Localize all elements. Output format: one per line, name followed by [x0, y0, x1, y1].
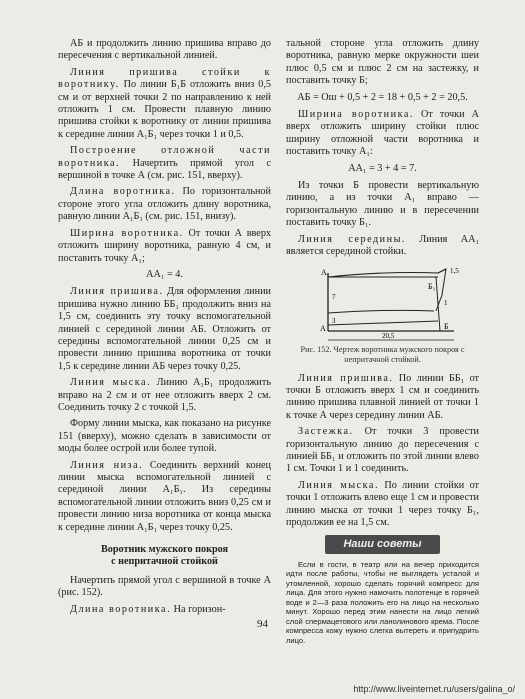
- paragraph: Из точки Б провести вертикальную линию, а из точки А₁ вправо — горизонтальную линию и в пересечении поставить точку Б₁.: [286, 180, 479, 229]
- formula: АА₁ = 3 + 4 = 7.: [348, 162, 417, 174]
- paragraph-lead: Застежка.: [298, 426, 354, 438]
- paragraph-text: Линия АА₁ является серединой стойки.: [286, 233, 479, 258]
- paragraph: тальной стороне угла отложить длину воротника, равную мерке окружности шеи плюс 0,5 см и плюс 2 см на застежку, и поставить точку Б;: [286, 38, 479, 87]
- formula: АБ = Ош + 0,5 + 2 = 18 + 0,5 + 2 = 20,5.: [297, 91, 468, 103]
- paragraph-lead: Линия пришива.: [298, 372, 394, 384]
- figure-caption: Рис. 152. Чертеж воротника мужского покроя с непритачной стойкой.: [300, 344, 465, 364]
- neckline-curve: [328, 310, 434, 313]
- paragraph: [286, 373, 479, 423]
- paragraph: [286, 109, 479, 159]
- collar-drawing: [286, 265, 479, 343]
- label-1-5: 1,5: [450, 266, 459, 275]
- paragraph-lead: Ширина воротника.: [298, 109, 414, 121]
- formula: АА₁ = 4.: [146, 268, 183, 280]
- paragraph: [58, 460, 271, 534]
- section-heading: [58, 544, 271, 569]
- stand-line-curve: [328, 321, 438, 325]
- paragraph-text: Начертить прямой угол с вершиной в точке А (см. рис. 151, вверху).: [58, 157, 271, 182]
- paragraph-text: По линии стойки от точки 1 отложить влево еще 1 см и провести линию мыска от точки 1 через точку Б₁, продолжив ее на 1,5 см.: [286, 479, 479, 528]
- paragraph: [58, 228, 271, 265]
- paragraph-text: Для оформления линии пришива нужно линию ББ₁ продолжить вниз на 1,5 см, соединить эту точку вспомогательной линией с серединой линии АБ. Отложить от середины вспомогательной линии 0,25 см и провести линию пришива воротника от точки 1,5 к середине линии АБ через точку 0,25.: [58, 286, 271, 372]
- label-a: А: [320, 323, 326, 333]
- tips-banner-label: Наши советы: [325, 535, 439, 553]
- label-a1: А₁: [321, 267, 330, 277]
- heading-line: с непритачной стойкой: [111, 556, 218, 568]
- collar-top-curve: [328, 269, 446, 277]
- label-b: Б: [444, 321, 449, 331]
- paragraph-text: От точки А вверх отложить ширину стойки плюс ширину отложной части воротника и поставить точку А₁:: [286, 109, 479, 158]
- paragraph-text: Соединить верхний конец линии мыска вспомогательной линией с серединой линии А₁Б₁. Из середины вспомогательной линии отложить вниз 0,25 см и провести линию низа воротника от конца мыска к середине линии А₁Б₁ через точку 0,25.: [58, 459, 271, 533]
- paragraph-text: От точки 3 провести горизонтальную линию до пересечения с линией ББ₁ и отложить по этой линии влево 1 см. Точки 1 и 1 соединить.: [286, 426, 479, 475]
- paragraph: [58, 377, 271, 414]
- paragraph-text: По линии Б₁Б отложить вниз 0,5 см и от верхней точки 2 по направлению к ней отложить 1 см. Провести плавную линию пришива стойки к воротнику от линии пришива к середине линии А₁Б₁ через точки 1 и 0,5.: [58, 79, 271, 140]
- advice-text: Если в гости, в театр или на вечер приходится идти после работы, чтобы не выглядеть усталой и утомленной, хорошо сделать горячий компресс для лица. Для этого нужно намочить полотенце в горячей воде и 2—3 раза положить его на лицо на несколько минут. Хорошо перед этим нанести на лицо легкий слой спермацетового или ланолинового крема. После компресса кожу нужно слегка вытереть и припудрить лицо.: [286, 559, 479, 645]
- paragraph: [58, 186, 271, 223]
- paragraph-lead: Длина воротника.: [70, 186, 176, 198]
- collar-drawing-figure: [286, 265, 479, 343]
- label-7: 7: [332, 292, 336, 301]
- paragraph-lead: Линия середины.: [298, 233, 406, 245]
- vertical-line-bb1: [436, 277, 440, 331]
- paragraph-text: Линию А₁Б₁ продолжить вправо на 2 см и от нее отложить вверх 2 см. Соединить точку 2 с точкой 1,5.: [58, 377, 271, 413]
- paragraph-lead: Линия пришива.: [70, 286, 164, 298]
- label-1: 1: [444, 298, 448, 307]
- paragraph-lead: Длина воротника.: [70, 603, 172, 615]
- tips-banner: [286, 535, 479, 553]
- paragraph-text: На горизон-: [171, 603, 226, 615]
- paragraph-text: По горизонтальной стороне этого угла отложить длину воротника, равную линии А₁Б₁ (см. рис. 151, внизу).: [58, 186, 271, 223]
- paragraph: [286, 234, 479, 259]
- paragraph-lead: Построение отложной части воротника.: [58, 145, 271, 169]
- right-column: [286, 38, 479, 649]
- heading-line: Воротник мужского покроя: [100, 544, 229, 556]
- paragraph-lead: Линия низа.: [70, 459, 144, 471]
- left-column: [58, 38, 271, 620]
- paragraph: [58, 286, 271, 373]
- paragraph: [58, 145, 271, 182]
- paragraph-text: По линии ББ₁ от точки Б отложить вверх 1 см и соединить линию пришива плавной линией от точки 1 к точке А через середину линии АБ.: [286, 372, 479, 421]
- label-3: 3: [332, 316, 336, 325]
- label-b1: Б₁: [428, 281, 436, 291]
- paragraph: [58, 604, 271, 616]
- paragraph-lead: Ширина воротника.: [70, 227, 184, 239]
- paragraph: Начертить прямой угол с вершиной в точке А (рис. 152).: [58, 574, 271, 599]
- paragraph: АБ и продолжить линию пришива вправо до пересечения с вертикальной линией.: [58, 38, 271, 62]
- source-url[interactable]: http://www.liveinternet.ru/users/galina_o/: [353, 684, 515, 694]
- paragraph-lead: Линия пришива стойки к воротнику.: [58, 66, 271, 91]
- paragraph-lead: Линия мыска.: [70, 377, 152, 389]
- paragraph: [286, 480, 479, 530]
- label-20-5: 20,5: [382, 331, 395, 340]
- paragraph: Форму линии мыска, как показано на рисунке 151 (вверху), можно сделать в зависимости от моды более острой или более тупой.: [58, 418, 271, 455]
- paragraph: [58, 67, 271, 141]
- paragraph: [286, 426, 479, 476]
- paragraph-text: От точки А вверх отложить ширину воротника, равную 4 см, и поставить точку А₁;: [58, 227, 272, 264]
- page-number: 94: [257, 618, 268, 630]
- paragraph-lead: Линия мыска.: [298, 479, 379, 491]
